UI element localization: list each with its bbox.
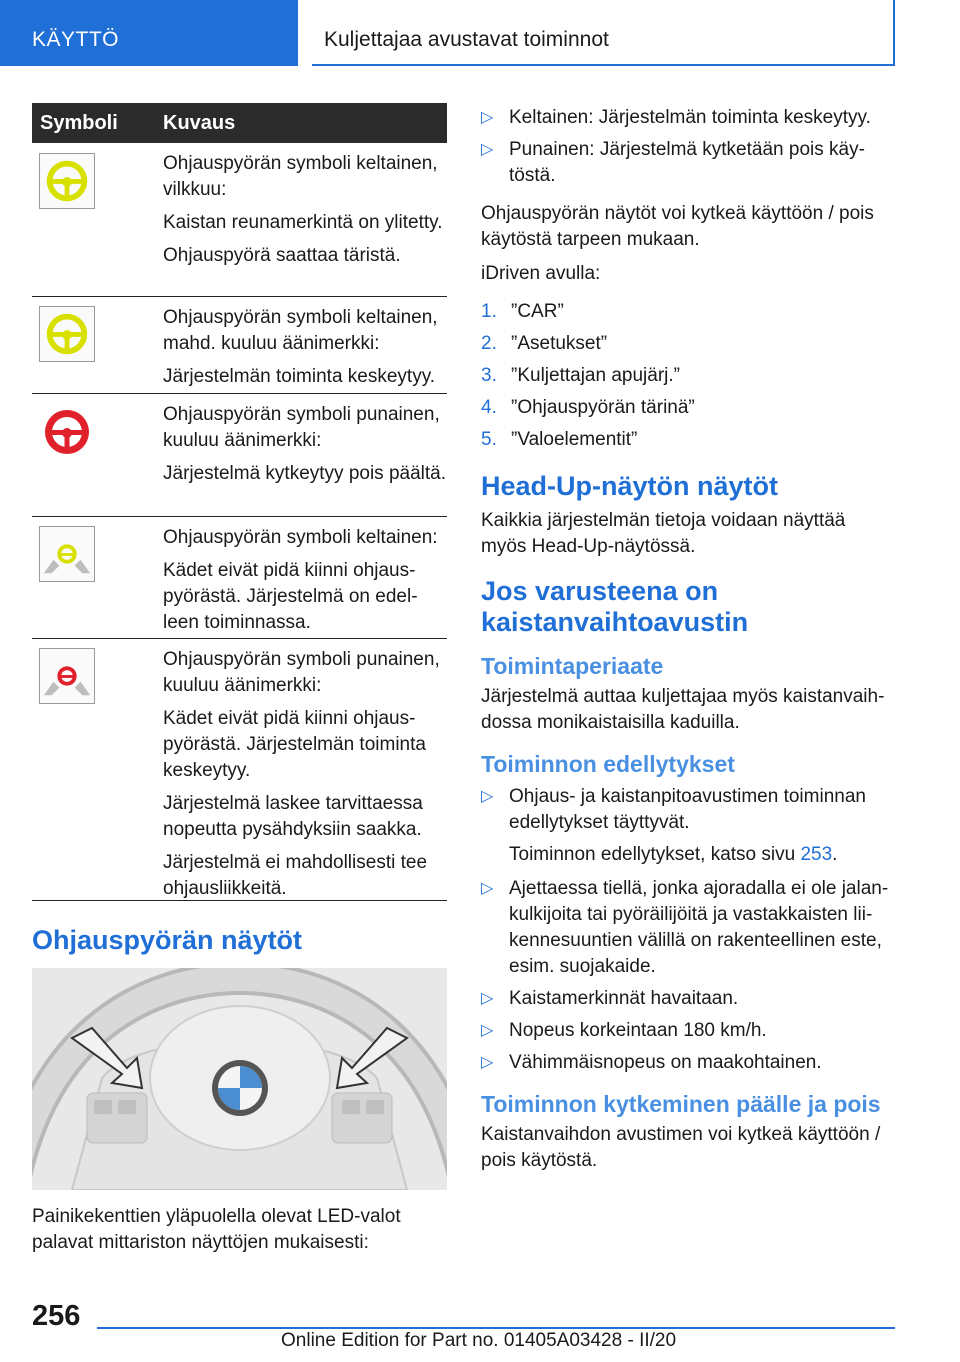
bullet-triangle-icon: ▷ (481, 1054, 494, 1071)
bullet-triangle-icon: ▷ (481, 880, 494, 897)
footer-edition: Online Edition for Part no. 01405A03428 - II/20 (281, 1330, 677, 1351)
hands-on-wheel-red-icon (39, 648, 95, 704)
list-item: ▷ Keltainen: Järjestelmän toiminta keskeytyy. (481, 105, 896, 131)
table-row (32, 394, 447, 517)
header-section-label: KÄYTTÖ (32, 28, 120, 51)
bullet-triangle-icon: ▷ (481, 788, 494, 805)
row-text: Ohjauspyörän symboli punainen, kuuluu äänimerkki: (163, 649, 440, 696)
list-item: ▷ Vähimmäisnopeus on maakohtainen. (481, 1050, 896, 1076)
list-item: 5. ”Valoelementit” (481, 429, 638, 450)
paragraph: iDriven avulla: (481, 263, 601, 284)
row-text: Ohjauspyörän symboli keltainen, mahd. kuuluu äänimerkki: (163, 307, 438, 354)
heading-requirements: Toiminnon edellytykset (481, 751, 735, 777)
heading-hud: Head-Up-näytön näytöt (481, 471, 778, 501)
section-title-wheel-displays: Ohjauspyörän näytöt (32, 925, 303, 955)
row-text: Ohjauspyörän symboli keltainen, vilkkuu: (163, 153, 438, 200)
row-text: Kädet eivät pidä kiinni ohjauspyörästä. Järjestelmä on edelleen toiminnassa. (163, 560, 418, 633)
right-column (481, 105, 896, 1174)
paragraph: Ohjauspyörän näytöt voi kytkeä käyttöön / pois käytöstä tarpeen mukaan. (481, 203, 874, 250)
hands-on-wheel-yellow-icon (39, 526, 95, 582)
list-item: ▷ Nopeus korkeintaan 180 km/h. (481, 1018, 896, 1044)
list-item: ▷ Kaistamerkinnät havaitaan. (481, 986, 896, 1012)
row-text: Ohjauspyörän symboli punainen, kuuluu äänimerkki: (163, 404, 440, 451)
col-symbol-header: Symboli (40, 112, 118, 134)
paragraph: Järjestelmä auttaa kuljettajaa myös kaistanvaihdossa monikaistaisilla kaduilla. (481, 686, 885, 733)
heading-lane-change: Jos varusteena on kaistanvaihtoavustin (481, 576, 749, 637)
symbol-table (32, 103, 447, 901)
list-item: ▷ Ohjaus- ja kaistanpitoavustimen toiminnan edellytykset täyttyvät. (481, 786, 866, 833)
table-row (32, 143, 447, 297)
row-text: Kädet eivät pidä kiinni ohjauspyörästä. Järjestelmän toiminta keskeytyy. (163, 708, 426, 781)
row-text: Järjestelmä kytkeytyy pois päältä. (163, 463, 447, 484)
bullet-triangle-icon: ▷ (481, 1022, 494, 1039)
heading-on-off: Toiminnon kytkeminen päälle ja pois (481, 1091, 881, 1117)
page-link[interactable]: 253 (800, 844, 833, 865)
row-text: Ohjauspyörän symboli keltainen: (163, 527, 438, 548)
footer-rule (97, 1327, 895, 1329)
table-row (32, 297, 447, 394)
table-header (32, 103, 447, 143)
list-item: 1. ”CAR” (481, 301, 564, 322)
header-section-tab (0, 0, 298, 66)
row-text: Järjestelmä laskee tarvittaessa nopeutta pysähdyksiin saakka. (163, 793, 423, 840)
table-row (32, 639, 447, 901)
bullet-triangle-icon: ▷ (481, 141, 494, 158)
list-item: 4. ”Ohjauspyörän tärinä” (481, 397, 695, 418)
bullet-triangle-icon: ▷ (481, 109, 494, 126)
list-item: 3. ”Kuljettajan apujärj.” (481, 365, 680, 386)
row-text: Järjestelmän toiminta keskeytyy. (163, 366, 436, 387)
steering-wheel-red-icon (39, 404, 95, 460)
steering-wheel-yellow-icon (39, 153, 95, 209)
list-item: ▷ Ajettaessa tiellä, jonka ajoradalla ei ole jalankulkijoita tai pyöräilijöitä ja vastakkaisten liikennesuuntien välillä on rakenteellinen este, esim. suojakaide. (481, 878, 889, 977)
photo-caption: Painikekenttien yläpuolella olevat LED-valot palavat mittariston näyttöjen mukaisesti: (32, 1206, 401, 1253)
steering-wheel-yellow-icon (39, 306, 95, 362)
paragraph: Kaikkia järjestelmän tietoja voidaan näyttää myös Head-Up-näytössä. (481, 510, 846, 557)
row-text: Ohjauspyörä saattaa täristä. (163, 245, 401, 266)
steering-wheel-photo (32, 968, 447, 1190)
header-chapter-tab (312, 0, 895, 66)
list-item: 2. ”Asetukset” (481, 333, 608, 354)
list-item: ▷ Punainen: Järjestelmä kytketään pois käytöstä. (481, 139, 865, 186)
heading-principle: Toimintaperiaate (481, 653, 664, 679)
row-text: Kaistan reunamerkintä on ylitetty. (163, 212, 443, 233)
table-row (32, 517, 447, 639)
page-number: 256 (32, 1300, 81, 1332)
col-desc-header: Kuvaus (163, 112, 236, 134)
bullet-triangle-icon: ▷ (481, 990, 494, 1007)
row-text: Järjestelmä ei mahdollisesti tee ohjausliikkeitä. (163, 852, 428, 899)
header-chapter-label: Kuljettajaa avustavat toiminnot (324, 28, 609, 51)
cross-reference: Toiminnon edellytykset, katso sivu 253. (509, 844, 838, 865)
paragraph: Kaistanvaihdon avustimen voi kytkeä käyttöön / pois käytöstä. (481, 1124, 881, 1171)
